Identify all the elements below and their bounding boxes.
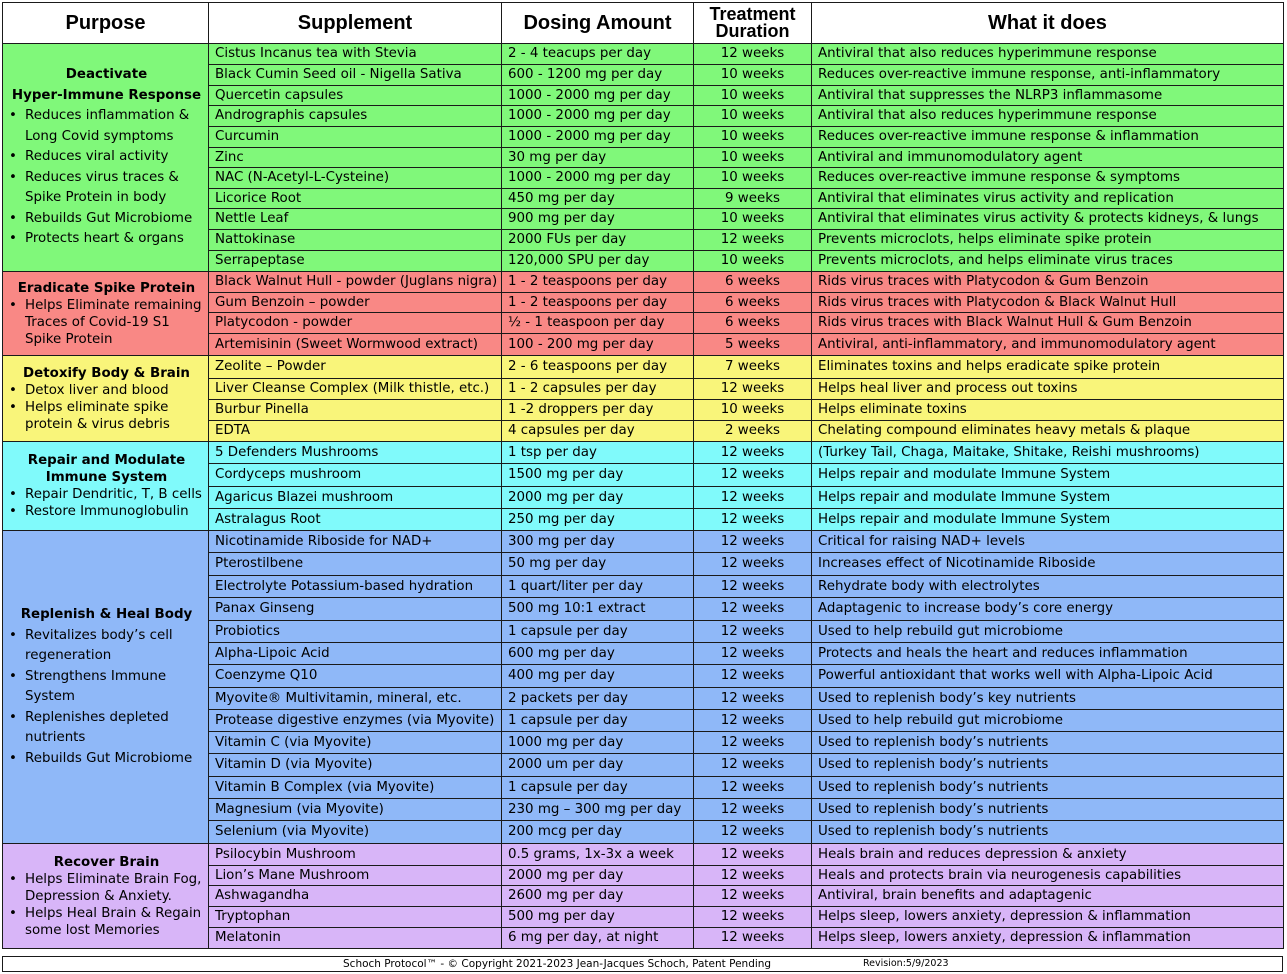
supplement-cell: Panax Ginseng bbox=[209, 598, 502, 621]
supplement-cell: Coenzyme Q10 bbox=[209, 665, 502, 688]
purpose-bullet: • Rebuilds Gut Microbiome bbox=[9, 749, 204, 770]
header-treatment-duration bbox=[694, 3, 812, 44]
duration-cell: 12 weeks bbox=[694, 907, 812, 928]
purpose-cell bbox=[3, 844, 209, 949]
header-supplement: Supplement bbox=[209, 3, 502, 44]
duration-cell: 12 weeks bbox=[694, 643, 812, 665]
duration-cell: 12 weeks bbox=[694, 553, 812, 576]
duration-cell: 10 weeks bbox=[694, 127, 812, 148]
purpose-bullet: • Reduces virus traces & Spike Protein in body bbox=[9, 168, 204, 209]
duration-cell: 2 weeks bbox=[694, 421, 812, 442]
supplement-cell: Platycodon - powder bbox=[209, 313, 502, 334]
supplement-cell: Nettle Leaf bbox=[209, 209, 502, 230]
duration-cell: 12 weeks bbox=[694, 844, 812, 866]
dosing-cell: 2 packets per day bbox=[502, 688, 694, 710]
duration-cell: 10 weeks bbox=[694, 400, 812, 421]
description-cell: Helps eliminate toxins bbox=[812, 400, 1284, 421]
duration-cell: 12 weeks bbox=[694, 732, 812, 754]
purpose-title: Replenish & Heal Body bbox=[20, 607, 193, 622]
dosing-cell: 900 mg per day bbox=[502, 209, 694, 230]
supplement-cell: Melatonin bbox=[209, 928, 502, 949]
dosing-cell: 2 - 6 teaspoons per day bbox=[502, 356, 694, 379]
description-cell: Prevents microclots, helps eliminate spike protein bbox=[812, 230, 1284, 251]
supplement-cell: Magnesium (via Myovite) bbox=[209, 799, 502, 821]
description-cell: Reduces over-reactive immune response & symptoms bbox=[812, 168, 1284, 189]
duration-cell: 7 weeks bbox=[694, 356, 812, 379]
description-cell: Used to help rebuild gut microbiome bbox=[812, 621, 1284, 643]
supplement-cell: Vitamin C (via Myovite) bbox=[209, 732, 502, 754]
dosing-cell: 1000 - 2000 mg per day bbox=[502, 86, 694, 106]
header-dosing-amount: Dosing Amount bbox=[502, 3, 694, 44]
dosing-cell: 120,000 SPU per day bbox=[502, 251, 694, 272]
purpose-bullets bbox=[9, 382, 204, 433]
duration-cell: 12 weeks bbox=[694, 886, 812, 907]
supplement-cell: Black Walnut Hull - powder (Juglans nigra) bbox=[209, 272, 502, 293]
dosing-cell: 1000 mg per day bbox=[502, 732, 694, 754]
description-cell: Protects and heals the heart and reduces inflammation bbox=[812, 643, 1284, 665]
duration-cell: 5 weeks bbox=[694, 334, 812, 356]
purpose-cell bbox=[3, 272, 209, 356]
purpose-title: Deactivate Hyper-Immune Response bbox=[11, 67, 202, 103]
duration-cell: 12 weeks bbox=[694, 44, 812, 65]
description-cell: Rids virus traces with Platycodon & Black Walnut Hull bbox=[812, 293, 1284, 313]
supplement-cell: Protease digestive enzymes (via Myovite) bbox=[209, 710, 502, 732]
dosing-cell: 450 mg per day bbox=[502, 189, 694, 209]
purpose-bullet: • Protects heart & organs bbox=[9, 229, 204, 250]
header-purpose: Purpose bbox=[3, 3, 209, 44]
description-cell: Antiviral that eliminates virus activity and replication bbox=[812, 189, 1284, 209]
dosing-cell: 500 mg per day bbox=[502, 907, 694, 928]
purpose-cell bbox=[3, 442, 209, 531]
duration-cell: 12 weeks bbox=[694, 230, 812, 251]
duration-cell: 12 weeks bbox=[694, 821, 812, 844]
description-cell: Rehydrate body with electrolytes bbox=[812, 576, 1284, 598]
supplement-cell: Licorice Root bbox=[209, 189, 502, 209]
description-cell: Used to replenish body’s nutrients bbox=[812, 732, 1284, 754]
purpose-cell bbox=[3, 531, 209, 844]
dosing-cell: 0.5 grams, 1x-3x a week bbox=[502, 844, 694, 866]
purpose-bullets bbox=[9, 626, 204, 770]
duration-cell: 12 weeks bbox=[694, 754, 812, 777]
description-cell: Rids virus traces with Platycodon & Gum Benzoin bbox=[812, 272, 1284, 293]
dosing-cell: 600 mg per day bbox=[502, 643, 694, 665]
purpose-bullet: • Reduces viral activity bbox=[9, 147, 204, 168]
duration-cell: 12 weeks bbox=[694, 576, 812, 598]
dosing-cell: 1 tsp per day bbox=[502, 442, 694, 464]
dosing-cell: 2000 um per day bbox=[502, 754, 694, 777]
dosing-cell: 1 - 2 teaspoons per day bbox=[502, 293, 694, 313]
description-cell: Rids virus traces with Black Walnut Hull & Gum Benzoin bbox=[812, 313, 1284, 334]
supplement-cell: Vitamin B Complex (via Myovite) bbox=[209, 777, 502, 799]
purpose-title: Repair and Modulate Immune System bbox=[27, 453, 186, 485]
purpose-bullet: • Helps Eliminate remaining Traces of Covid-19 S1 Spike Protein bbox=[9, 297, 204, 348]
table-row bbox=[3, 442, 1284, 464]
dosing-cell: 1 - 2 capsules per day bbox=[502, 379, 694, 400]
supplement-cell: Andrographis capsules bbox=[209, 106, 502, 127]
purpose-bullet: • Helps Eliminate Brain Fog, Depression & Anxiety. bbox=[9, 871, 204, 905]
description-cell: Reduces over-reactive immune response & inflammation bbox=[812, 127, 1284, 148]
table-row bbox=[3, 844, 1284, 866]
description-cell: Used to replenish body’s key nutrients bbox=[812, 688, 1284, 710]
duration-cell: 10 weeks bbox=[694, 65, 812, 86]
supplement-cell: Black Cumin Seed oil - Nigella Sativa bbox=[209, 65, 502, 86]
table-row bbox=[3, 531, 1284, 553]
supplement-cell: Vitamin D (via Myovite) bbox=[209, 754, 502, 777]
supplement-cell: EDTA bbox=[209, 421, 502, 442]
purpose-bullet: • Strengthens Immune System bbox=[9, 667, 204, 708]
dosing-cell: 6 mg per day, at night bbox=[502, 928, 694, 949]
dosing-cell: 230 mg – 300 mg per day bbox=[502, 799, 694, 821]
description-cell: Increases effect of Nicotinamide Riboside bbox=[812, 553, 1284, 576]
supplement-cell: Curcumin bbox=[209, 127, 502, 148]
table-row bbox=[3, 356, 1284, 379]
supplement-cell: Gum Benzoin – powder bbox=[209, 293, 502, 313]
duration-cell: 12 weeks bbox=[694, 598, 812, 621]
description-cell: Helps sleep, lowers anxiety, depression & inflammation bbox=[812, 928, 1284, 949]
purpose-bullet: • Helps eliminate spike protein & virus debris bbox=[9, 399, 204, 433]
description-cell: (Turkey Tail, Chaga, Maitake, Shitake, Reishi mushrooms) bbox=[812, 442, 1284, 464]
description-cell: Heals brain and reduces depression & anxiety bbox=[812, 844, 1284, 866]
purpose-bullets bbox=[9, 297, 204, 348]
supplement-cell: Alpha-Lipoic Acid bbox=[209, 643, 502, 665]
duration-cell: 12 weeks bbox=[694, 379, 812, 400]
supplement-cell: Artemisinin (Sweet Wormwood extract) bbox=[209, 334, 502, 356]
description-cell: Helps heal liver and process out toxins bbox=[812, 379, 1284, 400]
supplement-cell: Liver Cleanse Complex (Milk thistle, etc.) bbox=[209, 379, 502, 400]
description-cell: Helps repair and modulate Immune System bbox=[812, 487, 1284, 509]
supplement-cell: Astralagus Root bbox=[209, 509, 502, 531]
dosing-cell: 500 mg 10:1 extract bbox=[502, 598, 694, 621]
supplement-cell: 5 Defenders Mushrooms bbox=[209, 442, 502, 464]
duration-cell: 12 weeks bbox=[694, 621, 812, 643]
description-cell: Heals and protects brain via neurogenesis capabilities bbox=[812, 866, 1284, 886]
purpose-bullets bbox=[9, 106, 204, 250]
duration-cell: 12 weeks bbox=[694, 531, 812, 553]
header-duration-line2: Duration bbox=[715, 21, 790, 41]
description-cell: Used to replenish body’s nutrients bbox=[812, 821, 1284, 844]
supplement-cell: NAC (N-Acetyl-L-Cysteine) bbox=[209, 168, 502, 189]
description-cell: Used to replenish body’s nutrients bbox=[812, 754, 1284, 777]
purpose-bullet: • Repair Dendritic, T, B cells bbox=[9, 486, 204, 503]
supplement-cell: Nattokinase bbox=[209, 230, 502, 251]
dosing-cell: 2000 FUs per day bbox=[502, 230, 694, 251]
duration-cell: 12 weeks bbox=[694, 464, 812, 487]
purpose-title: Detoxify Body & Brain bbox=[23, 365, 190, 381]
purpose-cell bbox=[3, 44, 209, 272]
header-row bbox=[3, 3, 1284, 44]
dosing-cell: 30 mg per day bbox=[502, 148, 694, 168]
purpose-bullet: • Rebuilds Gut Microbiome bbox=[9, 209, 204, 230]
duration-cell: 12 weeks bbox=[694, 928, 812, 949]
dosing-cell: 1 quart/liter per day bbox=[502, 576, 694, 598]
dosing-cell: 200 mcg per day bbox=[502, 821, 694, 844]
duration-cell: 10 weeks bbox=[694, 209, 812, 230]
purpose-bullet: • Reduces inflammation & Long Covid symptoms bbox=[9, 106, 204, 147]
description-cell: Used to help rebuild gut microbiome bbox=[812, 710, 1284, 732]
purpose-bullets bbox=[9, 871, 204, 939]
description-cell: Powerful antioxidant that works well with Alpha-Lipoic Acid bbox=[812, 665, 1284, 688]
description-cell: Antiviral that suppresses the NLRP3 inflammasome bbox=[812, 86, 1284, 106]
dosing-cell: 1 -2 droppers per day bbox=[502, 400, 694, 421]
duration-cell: 12 weeks bbox=[694, 799, 812, 821]
footer bbox=[2, 956, 1283, 972]
supplement-cell: Quercetin capsules bbox=[209, 86, 502, 106]
supplement-cell: Probiotics bbox=[209, 621, 502, 643]
description-cell: Used to replenish body’s nutrients bbox=[812, 777, 1284, 799]
supplement-cell: Psilocybin Mushroom bbox=[209, 844, 502, 866]
duration-cell: 10 weeks bbox=[694, 106, 812, 127]
duration-cell: 12 weeks bbox=[694, 688, 812, 710]
purpose-bullet: • Replenishes depleted nutrients bbox=[9, 708, 204, 749]
purpose-bullet: • Helps Heal Brain & Regain some lost Memories bbox=[9, 905, 204, 939]
duration-cell: 6 weeks bbox=[694, 313, 812, 334]
description-cell: Adaptagenic to increase body’s core energy bbox=[812, 598, 1284, 621]
table-row bbox=[3, 44, 1284, 65]
supplement-protocol-table bbox=[2, 2, 1284, 949]
dosing-cell: 2000 mg per day bbox=[502, 487, 694, 509]
duration-cell: 12 weeks bbox=[694, 487, 812, 509]
duration-cell: 12 weeks bbox=[694, 710, 812, 732]
description-cell: Reduces over-reactive immune response, anti-inflammatory bbox=[812, 65, 1284, 86]
dosing-cell: 1500 mg per day bbox=[502, 464, 694, 487]
dosing-cell: ½ - 1 teaspoon per day bbox=[502, 313, 694, 334]
dosing-cell: 1 capsule per day bbox=[502, 777, 694, 799]
purpose-bullet: • Restore Immunoglobulin bbox=[9, 503, 204, 520]
duration-cell: 6 weeks bbox=[694, 293, 812, 313]
description-cell: Chelating compound eliminates heavy metals & plaque bbox=[812, 421, 1284, 442]
duration-cell: 9 weeks bbox=[694, 189, 812, 209]
description-cell: Antiviral, brain benefits and adaptagenic bbox=[812, 886, 1284, 907]
footer-copyright: Schoch Protocol™ - © Copyright 2021-2023 Jean-Jacques Schoch, Patent Pending bbox=[343, 958, 772, 970]
dosing-cell: 1 - 2 teaspoons per day bbox=[502, 272, 694, 293]
dosing-cell: 2600 mg per day bbox=[502, 886, 694, 907]
dosing-cell: 1000 - 2000 mg per day bbox=[502, 168, 694, 189]
dosing-cell: 2000 mg per day bbox=[502, 866, 694, 886]
supplement-cell: Nicotinamide Riboside for NAD+ bbox=[209, 531, 502, 553]
dosing-cell: 1000 - 2000 mg per day bbox=[502, 127, 694, 148]
description-cell: Helps repair and modulate Immune System bbox=[812, 509, 1284, 531]
description-cell: Helps sleep, lowers anxiety, depression & inflammation bbox=[812, 907, 1284, 928]
description-cell: Prevents microclots, and helps eliminate virus traces bbox=[812, 251, 1284, 272]
dosing-cell: 2 - 4 teacups per day bbox=[502, 44, 694, 65]
description-cell: Critical for raising NAD+ levels bbox=[812, 531, 1284, 553]
table-row bbox=[3, 272, 1284, 293]
purpose-bullet: • Revitalizes body’s cell regeneration bbox=[9, 626, 204, 667]
duration-cell: 6 weeks bbox=[694, 272, 812, 293]
description-cell: Used to replenish body’s nutrients bbox=[812, 799, 1284, 821]
duration-cell: 12 weeks bbox=[694, 509, 812, 531]
footer-revision: Revision:5/9/2023 bbox=[863, 958, 949, 969]
dosing-cell: 300 mg per day bbox=[502, 531, 694, 553]
dosing-cell: 600 - 1200 mg per day bbox=[502, 65, 694, 86]
description-cell: Antiviral that eliminates virus activity & protects kidneys, & lungs bbox=[812, 209, 1284, 230]
duration-cell: 10 weeks bbox=[694, 148, 812, 168]
duration-cell: 10 weeks bbox=[694, 86, 812, 106]
dosing-cell: 4 capsules per day bbox=[502, 421, 694, 442]
supplement-cell: Cordyceps mushroom bbox=[209, 464, 502, 487]
supplement-cell: Lion’s Mane Mushroom bbox=[209, 866, 502, 886]
supplement-cell: Zinc bbox=[209, 148, 502, 168]
dosing-cell: 400 mg per day bbox=[502, 665, 694, 688]
dosing-cell: 250 mg per day bbox=[502, 509, 694, 531]
description-cell: Eliminates toxins and helps eradicate spike protein bbox=[812, 356, 1284, 379]
description-cell: Antiviral that also reduces hyperimmune response bbox=[812, 106, 1284, 127]
purpose-title: Eradicate Spike Protein bbox=[17, 280, 196, 296]
supplement-cell: Pterostilbene bbox=[209, 553, 502, 576]
supplement-cell: Cistus Incanus tea with Stevia bbox=[209, 44, 502, 65]
description-cell: Antiviral and immunomodulatory agent bbox=[812, 148, 1284, 168]
dosing-cell: 1000 - 2000 mg per day bbox=[502, 106, 694, 127]
purpose-title: Recover Brain bbox=[53, 854, 160, 870]
header-what-it-does: What it does bbox=[812, 3, 1284, 44]
supplement-cell: Burbur Pinella bbox=[209, 400, 502, 421]
purpose-cell bbox=[3, 356, 209, 442]
supplement-cell: Selenium (via Myovite) bbox=[209, 821, 502, 844]
purpose-bullets bbox=[9, 486, 204, 520]
supplement-cell: Agaricus Blazei mushroom bbox=[209, 487, 502, 509]
table-body bbox=[3, 44, 1284, 949]
supplement-cell: Serrapeptase bbox=[209, 251, 502, 272]
header-duration-line1: Treatment bbox=[709, 4, 796, 24]
supplement-cell: Myovite® Multivitamin, mineral, etc. bbox=[209, 688, 502, 710]
dosing-cell: 1 capsule per day bbox=[502, 621, 694, 643]
description-cell: Antiviral, anti-inflammatory, and immunomodulatory agent bbox=[812, 334, 1284, 356]
dosing-cell: 50 mg per day bbox=[502, 553, 694, 576]
supplement-cell: Electrolyte Potassium-based hydration bbox=[209, 576, 502, 598]
duration-cell: 12 weeks bbox=[694, 442, 812, 464]
duration-cell: 12 weeks bbox=[694, 866, 812, 886]
duration-cell: 12 weeks bbox=[694, 665, 812, 688]
description-cell: Helps repair and modulate Immune System bbox=[812, 464, 1284, 487]
purpose-bullet: • Detox liver and blood bbox=[9, 382, 204, 399]
supplement-cell: Ashwagandha bbox=[209, 886, 502, 907]
dosing-cell: 100 - 200 mg per day bbox=[502, 334, 694, 356]
duration-cell: 10 weeks bbox=[694, 251, 812, 272]
duration-cell: 12 weeks bbox=[694, 777, 812, 799]
description-cell: Antiviral that also reduces hyperimmune response bbox=[812, 44, 1284, 65]
duration-cell: 10 weeks bbox=[694, 168, 812, 189]
dosing-cell: 1 capsule per day bbox=[502, 710, 694, 732]
supplement-cell: Zeolite – Powder bbox=[209, 356, 502, 379]
supplement-cell: Tryptophan bbox=[209, 907, 502, 928]
